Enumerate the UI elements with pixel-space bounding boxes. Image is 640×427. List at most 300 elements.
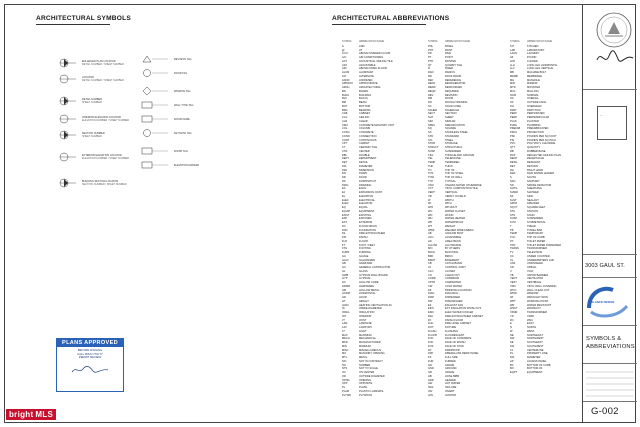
abbreviation-definition: NOT TO SCALE [359,367,378,371]
abbreviation-definition: UNFINISHED [527,262,543,266]
abbreviation-code: ID [342,307,345,311]
abbreviation-code: VWC [510,284,517,288]
symbol-label [82,180,127,186]
abbreviation-code: BLDG [342,93,350,97]
abbreviation-definition: DISPENSER [445,296,460,300]
symbol-sub-text: DETAIL NUMBER / SHEET NUMBER [82,63,124,66]
abbreviation-definition: PLATE [359,386,368,390]
abbreviation-definition: METAL [359,356,368,360]
abbreviation-code: LLV [510,67,515,71]
abbreviation-code: SD [510,183,514,187]
abbreviation-definition: STAINLESS STEEL [445,131,469,135]
abbreviation-code: REINF [428,86,436,90]
abbreviation-definition: TOWEL BAR [527,228,543,232]
abbreviation-definition: PAIR [445,52,451,56]
abbreviation-definition: NOMINAL [527,93,539,97]
abbreviation-code: DW [428,299,433,303]
abbreviation-definition: FINISH FLOOR [445,318,464,322]
abbreviation-code: NE [510,333,514,337]
abbreviation-code: B/O [428,247,433,251]
abbreviation-definition: AIR CONDITIONING [359,56,384,60]
abbreviation-definition: DOOR [359,176,367,180]
abbreviation-definition: INSIDE DIAMETER [359,307,382,311]
abbreviation-code: SS [428,131,432,135]
abbreviation-code: TRANS [510,247,519,251]
abbreviation-code: SUSP [428,149,436,153]
locator-icon [32,72,78,86]
symbol-right-row [140,128,192,138]
symbol-right-label: FINISH TAG [174,149,188,153]
abbreviation-code: BC [510,363,514,367]
stamp-signature [57,362,123,380]
abbreviation-code: COL [342,127,348,131]
abbreviation-definition: CONTROL JOINT [445,266,466,270]
abbreviation-definition: HOUR [359,296,367,300]
abbreviation-definition: CARPET [359,142,370,146]
abbreviation-code: EL [342,194,346,198]
abbreviation-code: FDN [342,228,348,232]
abbreviation-code: PART [510,108,517,112]
abbreviation-definition: GRAB BAR [359,262,373,266]
symbol-label-text: BUILDING SECTION LOCATOR [82,180,119,183]
abbreviation-code: CLG [342,116,348,120]
abbreviation-code: N [510,326,512,330]
abbreviation-definition: GALVANIZED [359,258,376,262]
abbreviation-code: TOS [428,172,434,176]
abbreviation-definition: FOOTING [359,247,371,251]
abbreviation-code: ANOD [342,78,350,82]
abbreviation-definition: BOTTOM OF [527,367,543,371]
symbol-sub-text: SECTION NUMBER / SHEET NUMBER [82,183,127,186]
abbreviation-definition: WATER CLOSET [445,209,466,213]
abbreviation-definition: DIMENSION [359,168,374,172]
abbreviation-definition: ANODIZED [359,78,373,82]
abbreviation-code: OF [510,101,514,105]
abbreviation-code: MISC [342,348,349,352]
abbreviation-definition: SQUARE FEET [527,206,546,210]
abbreviation-definition: RECEPTACLE [527,157,545,161]
abbreviation-code: FURR [342,251,350,255]
abbreviation-code: FIXT [428,326,434,330]
abbreviation-definition: NORTHEAST [527,333,543,337]
abbreviation-code: TOC [510,236,516,240]
abbreviation-code: CONC [342,131,350,135]
abbreviation-definition: FULL SIZE [445,356,458,360]
abbreviation-code: GL [342,269,346,273]
abbreviation-code: OH [510,104,514,108]
abbreviation-code: REV [428,93,434,97]
abbreviation-code: RO [428,101,432,105]
abbreviation-definition: WEIGHT [445,224,456,228]
abbreviation-definition: OPPOSITE [359,382,373,386]
symbol-right-row [140,54,192,64]
symbol-right-row [140,114,190,124]
abbreviation-definition: FIXTURE [445,326,457,330]
abbreviation-definition: TOP OF CURB [527,236,545,240]
abbreviation-code: INCL [428,386,434,390]
abbreviation-code: QTY [510,146,516,150]
abbreviation-code: RECP [510,157,518,161]
abbreviation-code: AD [428,239,432,243]
abbreviation-code: BRK [428,254,434,258]
abbreviation-code: EJ [342,191,346,195]
abbreviation-code: RWL [510,172,516,176]
abbreviation-definition: ON CENTER [359,371,375,375]
abbreviation-definition: SINK [527,194,534,198]
abbreviation-code: AB [428,232,432,236]
logo-cell [583,278,637,326]
abbreviation-definition: ACOUSTICAL CEILING TILE [359,59,393,63]
abbreviation-definition: EXT INSULATION FINISH SYS [445,307,482,311]
abbreviation-code: PR [428,52,432,56]
abbreviation-definition: ZINC [527,318,534,322]
abbreviation-definition: GRADE [445,363,455,367]
abbreviation-code: FOC [428,337,434,341]
abbreviation-definition: LONG LEG VERTICAL [527,67,554,71]
abbreviation-code: RESIL [510,161,518,165]
abbreviation-code: PL [342,386,346,390]
abbreviation-definition: EAST [527,322,534,326]
abbreviation-code: & [342,44,344,48]
abbreviation-code: DBL [342,153,348,157]
locator-circle-icon [32,56,78,70]
abbreviation-code: HORIZ [342,292,351,296]
abbreviation-code: MIR [510,82,515,86]
abbreviation-code: PSI [510,138,515,142]
abbreviation-code: WT [428,224,433,228]
abbreviation-definition: SQUARE [445,127,456,131]
abbreviation-code: ELEC [342,198,349,202]
abbreviation-definition: VESTIBULE [527,281,542,285]
abbreviation-definition: UNLESS NOTED OTHERWISE [445,183,482,187]
abbreviation-code: CPTR [428,281,436,285]
abbreviation-code: EIFS [428,307,434,311]
abbreviation-code: VEST [510,281,517,285]
abbreviation-code: FHC [428,322,434,326]
abbreviation-code: SW [510,344,515,348]
abbreviation-definition: EXPOSED [359,217,372,221]
abbreviation-definition: MACHINE BOLT [527,71,547,75]
abbreviation-code: VB [510,273,514,277]
abbreviation-definition: SANITARY [527,179,540,183]
abbreviation-code: SECT [428,112,435,116]
abbreviation-code: DISP [428,296,435,300]
abbreviation-definition: YARD [527,314,535,318]
logo-label: GLANCE DESIGN [591,300,615,304]
abbreviation-definition: RIGHT HAND [527,168,544,172]
abbreviation-definition: EXHAUST FAN [445,303,463,307]
signature-icon [70,365,110,375]
abbreviation-definition: ANCHOR BOLT [445,232,464,236]
abbreviation-definition: HEATING VENTILATION AC [359,303,393,307]
abbreviation-code: TP [510,239,514,243]
abbreviation-code: EA [342,187,346,191]
abbreviation-code: WCO [510,288,517,292]
abbreviation-definition: FIREPROOF [445,348,461,352]
abbreviation-definition: NORTH [527,326,537,330]
abbreviation-definition: ELEC WATER COOLER [445,311,474,315]
abbreviation-code: RCP [510,153,516,157]
abbreviation-code: HC [342,281,346,285]
abbreviation-code: HDR [428,378,434,382]
abbreviation-code: APPROX [342,82,353,86]
abbreviation-code: EXT [342,221,348,225]
abbreviation-definition: CARPENTER [445,281,461,285]
abbreviation-definition: DOWN [359,172,368,176]
abbreviation-code: ARCH [342,86,350,90]
abbreviation-definition: MULLION [527,89,539,93]
abbreviation-definition: OUTSIDE DIAMETER [359,374,385,378]
abbreviation-code: WD [428,213,433,217]
abbreviation-definition: SPEAKER [527,202,540,206]
abbreviation-definition: HOLLOW METAL [359,288,380,292]
abbreviation-definition: RAIN WATER LEADER [527,172,555,176]
abbreviation-definition: ELECTRICAL [359,198,375,202]
abbreviation-definition: WIDTH [445,198,454,202]
window-tag-icon [140,86,170,96]
abbreviation-code: SE [510,341,514,345]
abbreviation-code: FF [428,318,432,322]
abbreviation-code: RB [510,149,514,153]
symbol-label [82,132,105,138]
abbreviation-definition: WINDOW [527,292,539,296]
abbreviation-definition: REINFORCED [445,86,463,90]
abbreviation-definition: VERTICAL [445,191,458,195]
abbreviation-code: SLNT [510,198,517,202]
abbreviation-code: THK [428,164,434,168]
abbreviation-definition: VENTILATOR [527,277,544,281]
symbol-right-row [140,146,188,156]
abbreviation-code: CLR [342,119,348,123]
abbreviation-code: MTL [342,356,348,360]
abbreviation-code: CB [428,262,432,266]
abbreviation-code: DIA [342,164,347,168]
abbreviation-code: OPP [342,382,348,386]
abbreviation-code: EQUIP [342,209,351,213]
abbreviation-code: ALT [342,74,347,78]
stamp-line-3: PERMIT REVIEW [78,355,102,360]
abbreviation-code: PREFAB [510,127,521,131]
header-definition: ABBREVIATION NAME [527,40,553,43]
abbreviation-definition: SHOWER [527,191,539,195]
abbreviation-definition: ELEVATOR [359,202,373,206]
abbreviation-code: LT [342,329,345,333]
abbreviation-definition: RADIUS [445,71,455,75]
abbreviation-definition: FACE OF CONCRETE [445,337,472,341]
abbreviation-definition: FIRE EXTINGUISHER [359,232,386,236]
abbreviation-code: LAM [342,322,348,326]
abbreviation-definition: WALL CLEAN OUT [527,288,550,292]
abbreviation-code: STD [428,134,434,138]
abbreviation-code: MTD [510,86,516,90]
abbreviation-definition: OPENING [359,378,371,382]
abbreviation-code: OA [510,97,514,101]
abbreviation-definition: FIRE EXTINGUISHER CABINET [445,314,484,318]
abbreviation-code: PLYWD [342,393,352,397]
abbreviation-definition: EQUIPMENT [527,371,543,375]
project-info-box [597,106,627,140]
symbol-right-label: WINDOW TAG [174,89,191,93]
abbreviation-definition: MAXIMUM [359,333,372,337]
abbreviation-definition: TOP OF WALL [445,176,463,180]
abbreviation-definition: WORKING POINT [527,299,549,303]
abbreviation-code: CAB [342,112,348,116]
abbreviation-definition: BLOCK [359,97,368,101]
abbreviation-definition: LABORATORY [527,48,545,52]
abbreviation-definition: CABINET [359,112,371,116]
abbreviation-code: TOW [428,176,435,180]
abbreviation-definition: EXISTING [359,213,372,217]
abbreviation-code: UC [510,254,514,258]
abbreviation-code: FOS [428,344,434,348]
abbreviation-definition: HOT WATER [445,382,461,386]
abbreviation-definition: STORAGE [445,142,458,146]
abbreviation-code: PLAM [342,389,350,393]
abbreviation-definition: WATER HEATER [445,217,466,221]
abbreviation-code: TYP [428,179,434,183]
symbol-sub-text: DETAIL NUMBER / SHEET NUMBER [82,79,124,82]
abbreviation-code: EXIST [342,213,350,217]
project-address: 3003 GAUL ST. [585,263,625,269]
abbreviation-code: FP [428,348,432,352]
abbreviation-code: CL [510,348,514,352]
abbreviation-definition: INVERT [445,389,455,393]
abbreviation-code: INSUL [342,311,350,315]
sheet-title-line-1: SYMBOLS & [586,336,622,342]
abbreviation-definition: TONGUE AND GROOVE [445,153,475,157]
abbreviation-definition: FURRING [359,251,371,255]
abbreviation-definition: POUNDS PER SQ INCH [527,138,556,142]
abbreviation-code: SIM [428,119,433,123]
abbreviation-code: OPNG [342,378,350,382]
abbreviation-code: GALV [342,258,349,262]
abbreviation-code: WPT [510,299,516,303]
abbreviation-definition: WEST [527,329,535,333]
abbreviation-definition: AT [359,48,363,52]
abbreviation-definition: FOOT / FEET [359,243,375,247]
abbreviation-code: PT [428,56,432,60]
abbreviation-code: PSF [510,134,516,138]
abbreviation-definition: CENTERLINE [527,348,544,352]
sheet-title-line-2: ABBREVIATIONS [586,344,635,350]
abbreviation-definition: EQUAL [359,206,368,210]
abbreviation-code: DF [428,288,432,292]
abbreviation-code: E [510,322,512,326]
abbreviation-definition: RISER [445,67,453,71]
abbreviation-definition: PARTITION [527,108,541,112]
abbreviation-definition: FACE OF STUD [445,344,464,348]
abbreviation-code: PERP [510,116,518,120]
abbreviation-code: BM [342,101,346,105]
abbreviations-heading: ARCHITECTURAL ABBREVIATIONS [332,15,450,22]
abbreviation-code: GWB [342,273,349,277]
abbreviation-code: GD [428,363,432,367]
abbreviation-code: WP [428,221,433,225]
abbreviation-code: NOM [510,93,517,97]
abbreviation-code: MH [510,78,515,82]
abbreviation-definition: URINAL [527,266,537,270]
abbreviation-definition: GAUGE [359,254,369,258]
abbreviation-code: ZN [510,318,514,322]
abbreviation-code: GC [342,266,346,270]
abbreviation-code: HM [342,288,347,292]
header-code: SYMBOL [510,40,520,43]
abbreviation-definition: TOP OF STEEL [445,172,464,176]
abbreviation-definition: DIAMETER [527,356,541,360]
abbreviation-code: BSMT [428,258,436,262]
abbreviation-code: R [428,67,430,71]
abbreviation-definition: AREA DRAIN [445,239,461,243]
abbreviation-definition: FLASHING [445,329,458,333]
abbreviation-definition: PLYWOOD [359,393,373,397]
abbreviation-definition: TOILET PAPER [527,239,546,243]
abbreviation-definition: HOSE BIBB [445,374,459,378]
abbreviation-code: TB [510,228,514,232]
abbreviation-code: FD [342,224,346,228]
detail-callout-icon [32,94,78,108]
abbreviation-definition: DISHWASHER [445,299,463,303]
abbreviation-code: RAD [428,71,434,75]
abbreviation-code: HVAC [342,303,350,307]
abbreviation-code: STN [510,213,516,217]
address-cell [583,254,637,278]
abbreviation-code: WC [428,209,433,213]
symbol-sub-text: SHEET NUMBER [82,135,102,138]
abbreviation-definition: EQUIPMENT [359,209,375,213]
abbreviation-definition: CENTER [359,149,370,153]
abbreviation-definition: ACCESSIBLE [445,236,462,240]
abbreviation-definition: CLEAR [359,119,368,123]
abbreviation-code: EXP [342,217,348,221]
abbreviation-column-header [428,40,508,44]
abbreviation-column-header [510,40,590,44]
abbreviation-code: GND [428,367,434,371]
abbreviation-code: KIT [510,44,515,48]
symbol-label-text: INTERIOR ELEVATION LOCATOR [82,116,121,119]
abbreviation-definition: ACCESS PANEL [527,359,547,363]
abbreviation-definition: AND [359,44,365,48]
abbreviation-code: W/O [428,206,434,210]
symbol-right-label: ROOM NAME [174,117,190,121]
abbreviation-code: VENT [510,277,517,281]
abbreviation-definition: BEARING [359,108,371,112]
symbol-label-text: LOCATOR [82,76,94,79]
abbreviation-definition: INSULATION [359,311,375,315]
abbreviation-code: EF [428,303,432,307]
abbreviation-code: FS [428,356,432,360]
abbreviations-heading-underline [332,24,426,25]
abbreviation-code: ACC [428,236,434,240]
abbreviation-definition: WOOD [445,213,454,217]
abbreviation-definition: CONTINUOUS [359,138,377,142]
abbreviation-code: CPT [342,142,348,146]
abbreviation-definition: UNDERWRITERS LAB [527,258,554,262]
symbol-sub-text: SHEET NUMBER [82,101,102,104]
abbreviation-definition: MECHANICAL [359,337,377,341]
abbreviation-definition: WROUGHT IRON [527,296,548,300]
abbreviation-code: PERF [510,112,517,116]
abbreviation-code: TPD [510,243,516,247]
abbreviation-definition: SOUTH [527,176,537,180]
abbreviation-code: QT [428,63,432,67]
abbreviation-code: WR [510,303,515,307]
abbreviation-code: STOR [428,142,436,146]
symbols-heading: ARCHITECTURAL SYMBOLS [36,15,131,22]
abbreviation-code: SUSP [510,217,518,221]
abbreviation-definition: TOILET PAPER DISPENSER [527,243,562,247]
abbreviation-definition: PERPENDICULAR [527,116,550,120]
abbreviation-definition: HEADER [445,378,456,382]
